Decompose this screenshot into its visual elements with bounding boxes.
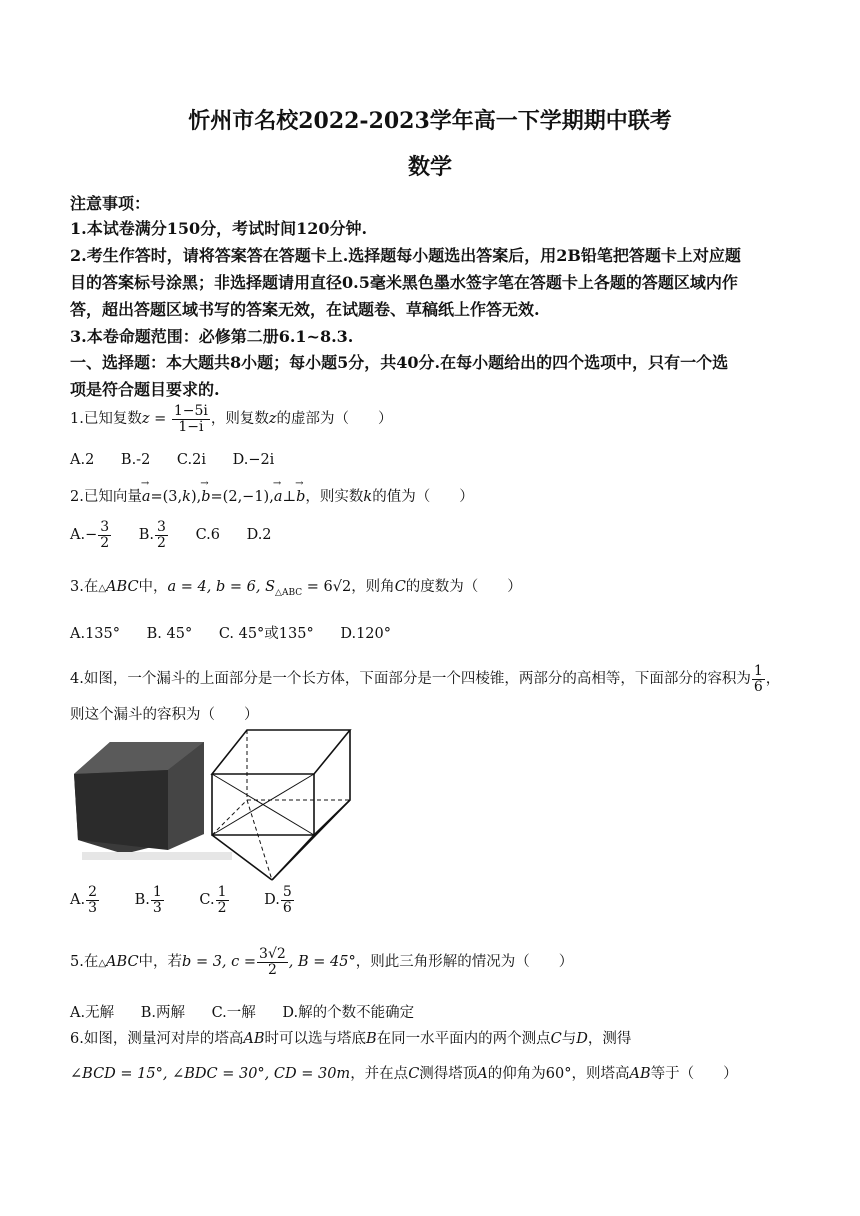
question-4-line-1: 4.如图，一个漏斗的上面部分是一个长方体，下面部分是一个四棱锥，两部分的高相等，下面部分的容积为 $\frac{1}{6}$ ， bbox=[70, 663, 781, 695]
q3-condition: a = 4, b = 6, S bbox=[167, 579, 276, 595]
q2-option-b-label: B. bbox=[138, 527, 155, 544]
q2-text: ，则实数 bbox=[305, 489, 364, 505]
q2-a-num: 3 bbox=[100, 519, 110, 535]
q4-option-a bbox=[86, 885, 99, 915]
note-2-line-1: 2.考生作答时，请将答案答在答题卡上.选择题每小题选出答案后，用2B铅笔把答题卡上对应题 bbox=[70, 246, 741, 265]
q2-vector-b: → b bbox=[201, 489, 210, 505]
q1-option-a: A.2 bbox=[70, 452, 95, 468]
q5-fraction bbox=[257, 947, 288, 977]
q5-condition-2: , B = 45° bbox=[288, 954, 356, 971]
q1-option-d: −2i bbox=[248, 452, 275, 468]
q4-c-den: 2 bbox=[217, 899, 227, 916]
q1-var-z: z bbox=[141, 411, 150, 428]
funnel-diagram bbox=[212, 730, 350, 880]
note-2-line-2: 目的答案标号涂黑；非选择题请用直径0.5毫米黑色墨水签字笔在答题卡上各题的答题区域内作 bbox=[70, 273, 738, 292]
q2-expr-2: ), bbox=[190, 489, 202, 505]
q1-fraction bbox=[172, 404, 210, 434]
q3-option-b: B. 45° bbox=[146, 626, 193, 642]
q5-condition-1: b = 3, c = bbox=[182, 954, 257, 971]
q2-b-num: 3 bbox=[157, 519, 166, 535]
q3-mid: 中， bbox=[138, 579, 168, 595]
q6-ab2: AB bbox=[629, 1066, 651, 1082]
note-1: 1.本试卷满分150分，考试时间120分钟. bbox=[70, 219, 368, 238]
q5-prefix: 5.在 bbox=[70, 954, 99, 971]
q6-text-8: 的仰角为 bbox=[487, 1066, 546, 1082]
q5-mid: 中，若 bbox=[138, 954, 183, 971]
q5-triangle: △ bbox=[98, 958, 107, 970]
q4-option-a-label: A. bbox=[70, 892, 86, 909]
q2-var-k: k bbox=[182, 489, 191, 505]
q1-var-z2: z bbox=[268, 411, 277, 428]
q4-option-d-label: D. bbox=[264, 892, 280, 909]
q6-text-7: 测得塔顶 bbox=[419, 1066, 478, 1082]
q4-fraction bbox=[752, 664, 765, 694]
page-title: 忻州市名校2022-2023学年高一下学期期中联考 bbox=[188, 108, 672, 134]
q1-tail: 的虚部为（ ） bbox=[276, 411, 393, 428]
q2-option-b-fraction bbox=[155, 520, 168, 550]
q6-text-9: ，则塔高 bbox=[571, 1066, 630, 1082]
q6-b: B bbox=[365, 1031, 377, 1047]
q1-prefix: 1.已知复数 bbox=[70, 411, 142, 428]
q5-option-c: C.一解 bbox=[211, 1005, 256, 1021]
q4-text: 4.如图，一个漏斗的上面部分是一个长方体，下面部分是一个四棱锥，两部分的高相等，下面部分的容积为 bbox=[70, 671, 751, 688]
q3-option-a: A.135° bbox=[70, 626, 121, 642]
question-2 bbox=[70, 485, 474, 506]
q6-d: D bbox=[576, 1031, 588, 1047]
q4-d-num: 5 bbox=[282, 884, 292, 900]
q5-abc: ABC bbox=[106, 954, 139, 971]
q2-expr-1: =(3, bbox=[150, 489, 183, 505]
q4-b-den: 3 bbox=[152, 899, 162, 916]
section-heading-line-1: 一、选择题：本大题共8小题；每小题5分，共40分.在每小题给出的四个选项中，只有一个选 bbox=[70, 353, 729, 372]
q4-option-b-label: B. bbox=[134, 892, 150, 909]
q2-option-a-label: A.− bbox=[70, 527, 98, 544]
q4-d-den: 6 bbox=[282, 899, 292, 916]
q1-denominator: 1−i bbox=[178, 418, 204, 435]
q1-eq: = bbox=[149, 411, 171, 428]
q2-tail: 的值为（ ） bbox=[372, 489, 474, 505]
q3-text: ，则角 bbox=[351, 579, 395, 595]
q5-tail: ，则此三角形解的情况为（ ） bbox=[355, 954, 574, 971]
q5-option-a: A.无解 bbox=[70, 1005, 115, 1021]
q2-perp: ⊥ bbox=[282, 489, 297, 505]
q2-option-d: D.2 bbox=[246, 527, 272, 544]
q2-var-k2: k bbox=[363, 489, 373, 505]
q1-option-d-label: D. bbox=[232, 452, 249, 468]
q4-options bbox=[70, 885, 295, 915]
q2-option-a-fraction bbox=[98, 520, 111, 550]
note-3: 3.本卷命题范围：必修第二册6.1~8.3. bbox=[70, 327, 354, 346]
q2-option-c: C.6 bbox=[195, 527, 220, 544]
q4-option-b bbox=[151, 885, 164, 915]
q1-text: ，则复数 bbox=[210, 411, 269, 428]
funnel-photo-icon bbox=[74, 742, 232, 860]
q4-option-c bbox=[216, 885, 229, 915]
q2-options bbox=[70, 520, 272, 550]
q3-condition-2: = 6√2 bbox=[302, 579, 352, 595]
q1-option-b: B.-2 bbox=[120, 452, 151, 468]
q6-text-3: 在同一水平面内的两个测点 bbox=[376, 1031, 551, 1047]
q3-prefix: 3.在 bbox=[70, 579, 99, 595]
q6-text-4: 与 bbox=[561, 1031, 577, 1047]
q6-condition: ∠BCD = 15°, ∠BDC = 30°, CD = 30m bbox=[70, 1066, 351, 1082]
q4-a-num: 2 bbox=[88, 884, 98, 900]
q6-text-5: ，测得 bbox=[587, 1031, 632, 1047]
q2-vector-a: → a bbox=[142, 489, 151, 505]
q6-text-2: 时可以选与塔底 bbox=[264, 1031, 366, 1047]
q4-b-num: 1 bbox=[152, 884, 162, 900]
question-4-line-2: 则这个漏斗的容积为（ ） bbox=[70, 707, 259, 723]
q5-options bbox=[70, 1001, 414, 1022]
funnel-figure bbox=[72, 722, 362, 882]
q4-option-d bbox=[281, 885, 294, 915]
q1-option-c: 2i bbox=[192, 452, 206, 468]
q6-ab: AB bbox=[243, 1031, 265, 1047]
q5-option-b: B.两解 bbox=[140, 1005, 185, 1021]
q6-c2: C bbox=[408, 1066, 420, 1082]
q3-triangle: △ bbox=[98, 583, 107, 594]
q5-num: 3√2 bbox=[259, 946, 286, 962]
q1-numerator: 1−5i bbox=[173, 403, 208, 419]
q3-subscript: △ABC bbox=[275, 587, 303, 598]
q4-option-c-label: C. bbox=[199, 892, 215, 909]
q6-c: C bbox=[550, 1031, 562, 1047]
note-2-line-3: 答，超出答题区域书写的答案无效，在试题卷、草稿纸上作答无效. bbox=[70, 300, 540, 319]
q1-options bbox=[70, 452, 274, 468]
q2-b-den: 2 bbox=[157, 534, 166, 551]
q2-expr-3: =(2,−1), bbox=[210, 489, 274, 505]
q3-options bbox=[70, 622, 391, 643]
q6-text-6: ，并在点 bbox=[350, 1066, 409, 1082]
q2-vector-a2: → a bbox=[274, 489, 283, 505]
q3-var-c: C bbox=[394, 579, 406, 595]
question-6-line-2 bbox=[70, 1062, 738, 1083]
section-heading-line-2: 项是符合题目要求的. bbox=[70, 380, 220, 399]
q2-a-den: 2 bbox=[100, 534, 110, 551]
q4-a-den: 3 bbox=[88, 899, 98, 916]
q4-num: 1 bbox=[753, 663, 763, 679]
q6-text-1: 6.如图，测量河对岸的塔高 bbox=[70, 1031, 244, 1047]
q2-vector-b2: → b bbox=[296, 489, 305, 505]
q3-option-d: D.120° bbox=[340, 626, 392, 642]
question-5 bbox=[70, 947, 573, 977]
q6-tail: 等于（ ） bbox=[650, 1066, 738, 1082]
question-6-line-1 bbox=[70, 1027, 631, 1048]
q3-option-c: C. 45°或135° bbox=[218, 626, 314, 642]
q4-c-num: 1 bbox=[217, 884, 227, 900]
q6-angle: 60° bbox=[545, 1066, 572, 1082]
q5-den: 2 bbox=[267, 961, 277, 978]
subject-title: 数学 bbox=[407, 154, 452, 180]
notes-heading: 注意事项： bbox=[70, 194, 151, 213]
q6-a: A bbox=[477, 1066, 488, 1082]
q2-prefix: 2.已知向量 bbox=[70, 489, 142, 505]
q5-option-d: D.解的个数不能确定 bbox=[282, 1005, 415, 1021]
q1-option-c-label: C. bbox=[176, 452, 193, 468]
question-1 bbox=[70, 404, 393, 434]
question-3 bbox=[70, 575, 522, 598]
q4-den: 6 bbox=[753, 678, 763, 695]
q3-abc: ABC bbox=[106, 579, 139, 595]
q3-tail: 的度数为（ ） bbox=[405, 579, 522, 595]
